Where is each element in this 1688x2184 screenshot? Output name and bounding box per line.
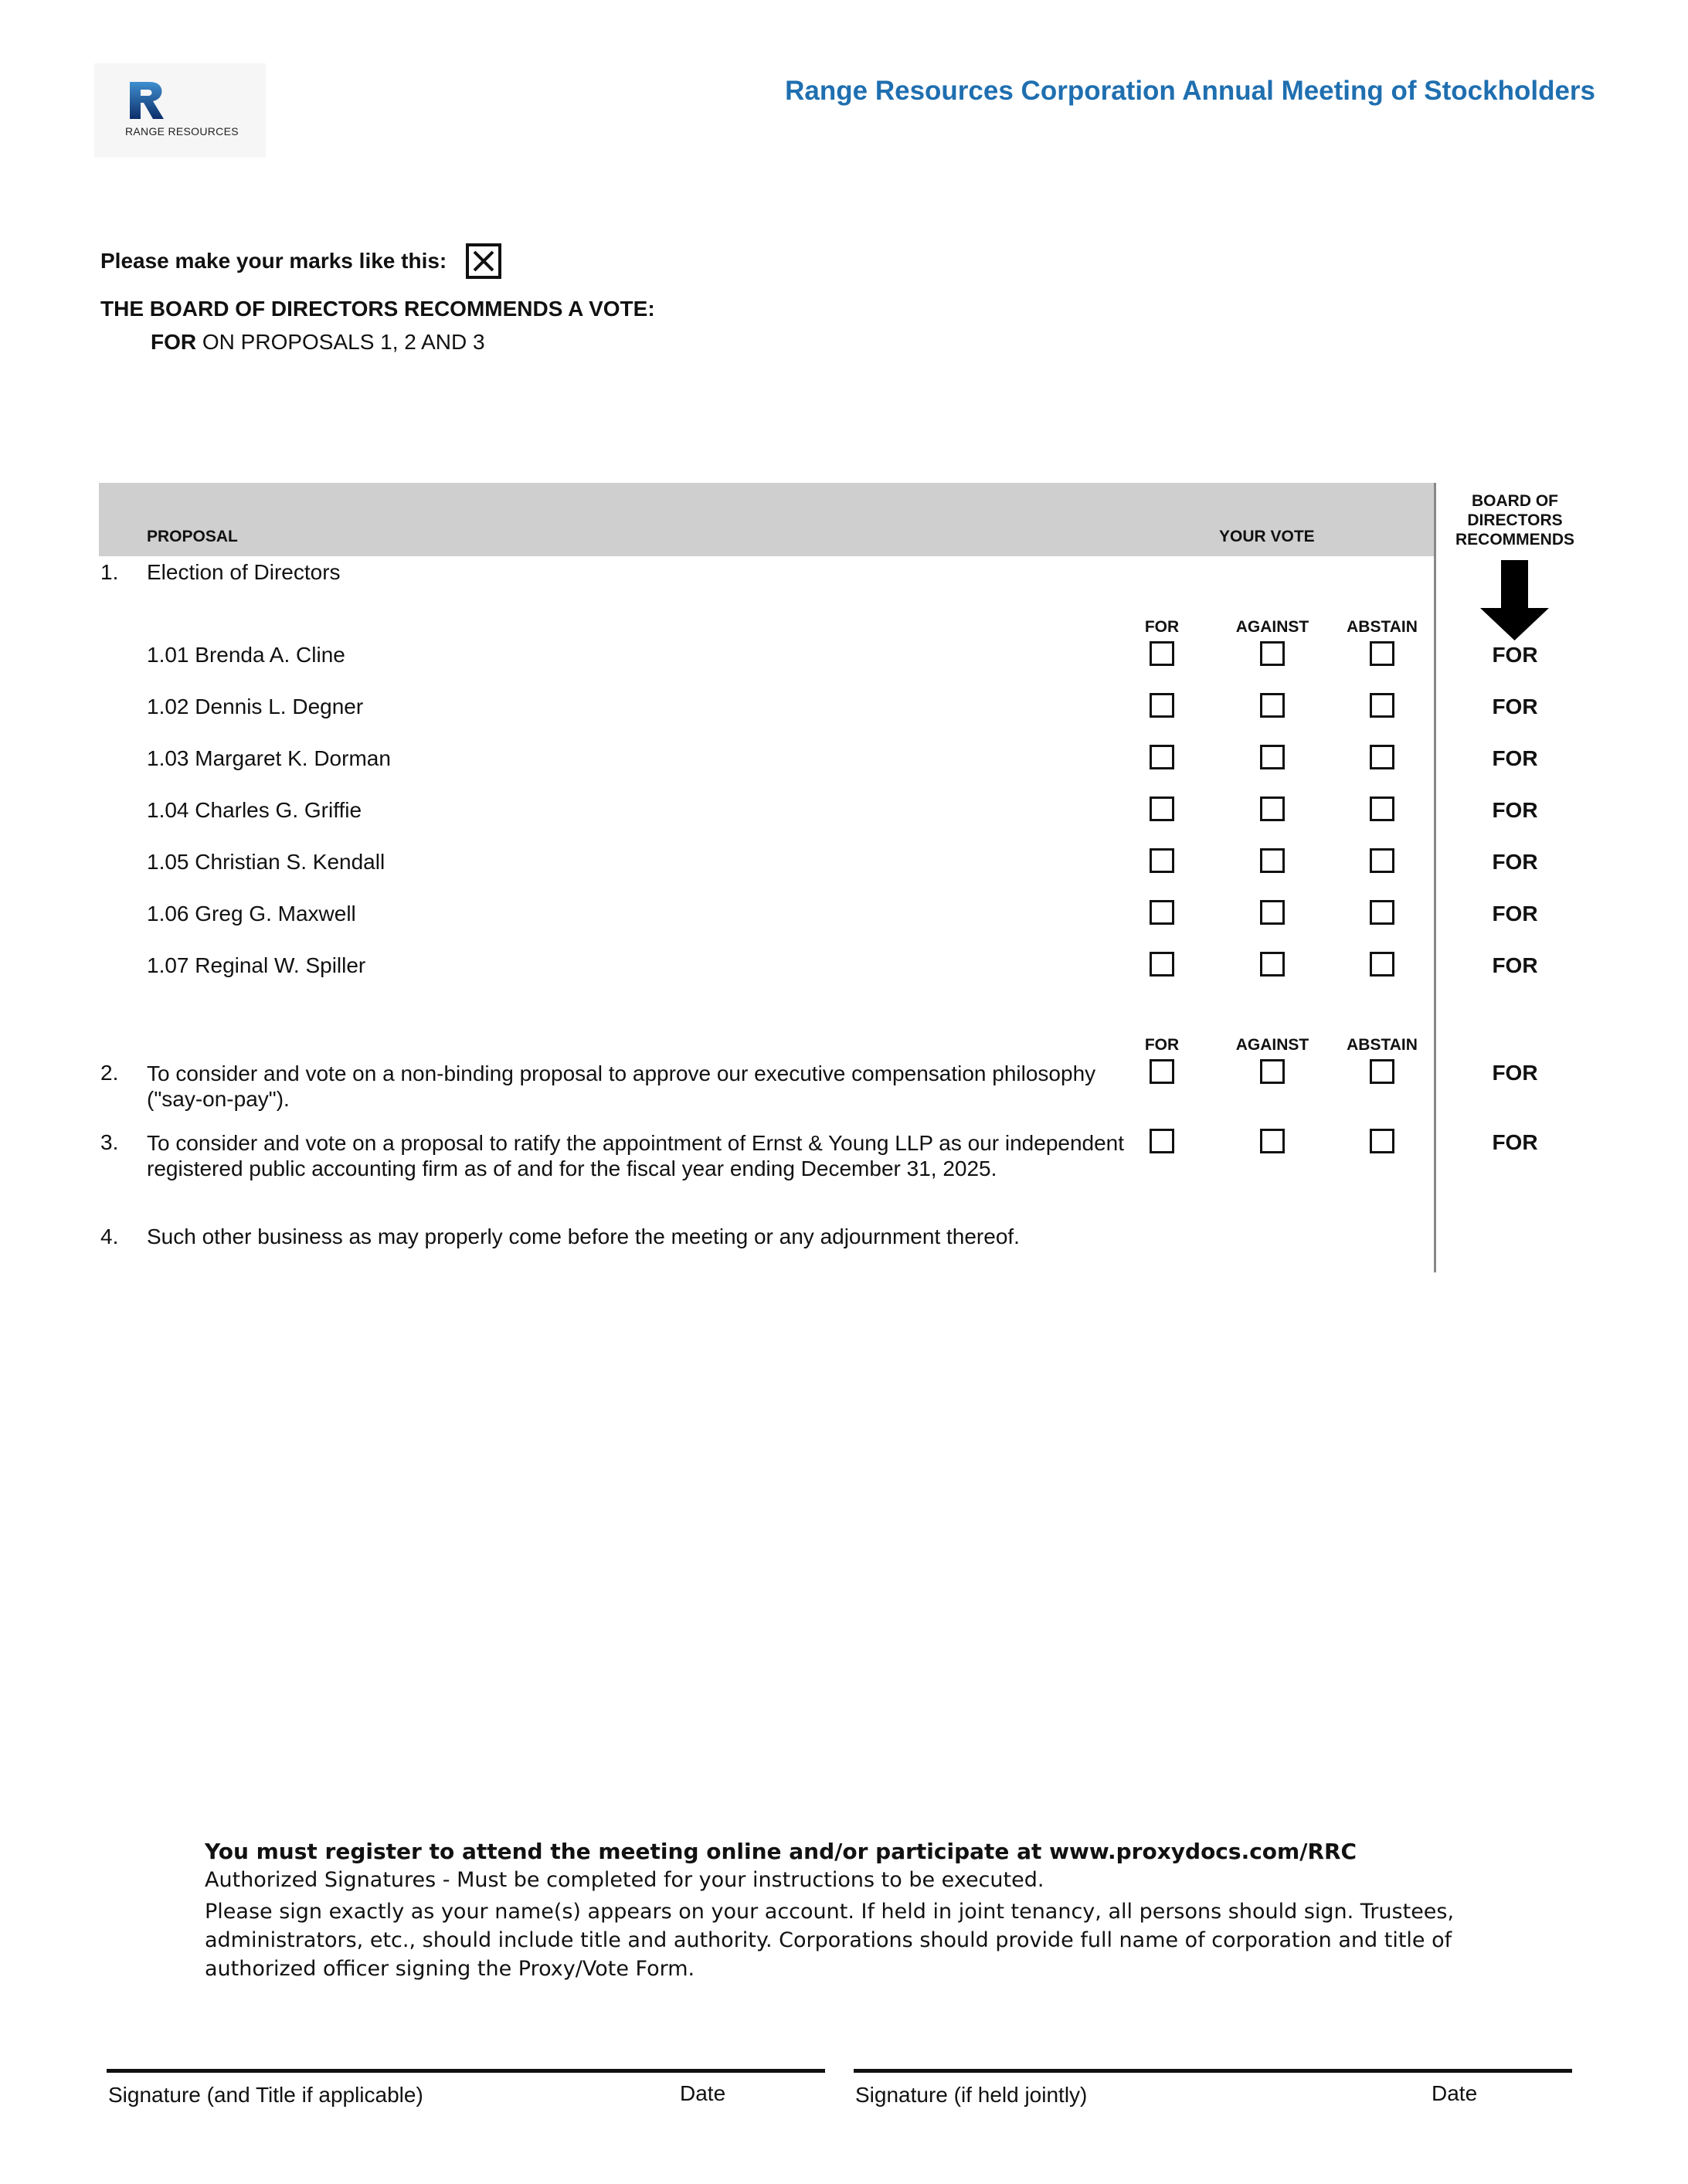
proposal-2-against-checkbox[interactable]: [1260, 1059, 1285, 1084]
col-abstain-header: ABSTAIN: [1347, 618, 1418, 636]
board-recommendation-detail: [151, 330, 485, 355]
date-1-label: Date: [680, 2081, 726, 2105]
proposal-3-abstain-checkbox[interactable]: [1370, 1129, 1394, 1153]
proposal-2-for-checkbox[interactable]: [1150, 1059, 1174, 1084]
director-4-recommendation: FOR: [1492, 798, 1538, 822]
col-for-header-2: FOR: [1144, 1036, 1180, 1054]
logo-text: RANGE RESOURCES: [125, 125, 239, 138]
proposal-header: PROPOSAL: [147, 528, 238, 545]
proposal-3-against-checkbox[interactable]: [1260, 1129, 1285, 1153]
proposal-1-text: Election of Directors: [147, 560, 341, 584]
director-5-recommendation: FOR: [1492, 850, 1538, 874]
director-5-name: 1.05 Christian S. Kendall: [147, 850, 385, 874]
director-3-abstain-checkbox[interactable]: [1370, 745, 1394, 769]
director-7-for-checkbox[interactable]: [1150, 952, 1174, 977]
proposal-2-number: 2.: [100, 1061, 119, 1085]
col-against-header: AGAINST: [1235, 618, 1309, 636]
board-column-divider: [1434, 483, 1436, 1272]
signature-1-label: Signature (and Title if applicable): [108, 2083, 423, 2107]
proposal-4-number: 4.: [100, 1224, 119, 1248]
sign-instructions: Please sign exactly as your name(s) appears on your account. If held in joint tenancy, all persons should sign. Trustees, administrators, etc., should include title and authority. Corporations should provide full name of corporation and title of authorized officer signing the Proxy/Vote Form.: [205, 1900, 1455, 1981]
signature-2-line[interactable]: [854, 2069, 1572, 2073]
recommend-proposals: ON PROPOSALS 1, 2 AND 3: [202, 330, 485, 354]
director-3-name: 1.03 Margaret K. Dorman: [147, 746, 391, 770]
col-for-header: FOR: [1144, 618, 1180, 636]
date-2-label: Date: [1432, 2081, 1478, 2105]
company-logo: [94, 63, 266, 158]
proposal-3-number: 3.: [100, 1130, 119, 1154]
director-7-abstain-checkbox[interactable]: [1370, 952, 1394, 977]
director-4-for-checkbox[interactable]: [1150, 796, 1174, 821]
director-6-against-checkbox[interactable]: [1260, 900, 1285, 925]
down-arrow-icon: [1478, 560, 1551, 641]
director-2-abstain-checkbox[interactable]: [1370, 693, 1394, 718]
proposal-2-recommendation: FOR: [1492, 1061, 1538, 1085]
director-1-recommendation: FOR: [1492, 643, 1538, 667]
proposal-2-abstain-checkbox[interactable]: [1370, 1059, 1394, 1084]
signature-1-line[interactable]: [107, 2069, 825, 2073]
document-title: Range Resources Corporation Annual Meeting of Stockholders: [785, 76, 1595, 106]
director-4-abstain-checkbox[interactable]: [1370, 796, 1394, 821]
your-vote-header: YOUR VOTE: [1219, 528, 1315, 545]
director-3-against-checkbox[interactable]: [1260, 745, 1285, 769]
proposal-3-text: To consider and vote on a proposal to ratify the appointment of Ernst & Young LLP as our independent registered public accounting firm as of and for the fiscal year ending December 31, 2025.: [147, 1131, 1125, 1180]
proposal-3-recommendation: FOR: [1492, 1130, 1538, 1154]
director-1-name: 1.01 Brenda A. Cline: [147, 643, 345, 667]
director-2-name: 1.02 Dennis L. Degner: [147, 695, 364, 718]
proposal-1-number: 1.: [100, 560, 119, 584]
director-6-recommendation: FOR: [1492, 902, 1538, 926]
range-resources-logo-icon: [127, 80, 167, 121]
example-mark-x-icon: [466, 243, 501, 279]
director-6-for-checkbox[interactable]: [1150, 900, 1174, 925]
footer-notes: [205, 1837, 1472, 1983]
col-abstain-header-2: ABSTAIN: [1347, 1036, 1418, 1054]
authorized-signatures-note: Authorized Signatures - Must be completed for your instructions to be executed.: [205, 1868, 1044, 1892]
director-7-recommendation: FOR: [1492, 953, 1538, 977]
director-5-for-checkbox[interactable]: [1150, 848, 1174, 873]
director-1-against-checkbox[interactable]: [1260, 641, 1285, 666]
director-3-for-checkbox[interactable]: [1150, 745, 1174, 769]
director-2-recommendation: FOR: [1492, 695, 1538, 718]
director-5-abstain-checkbox[interactable]: [1370, 848, 1394, 873]
recommend-for: FOR: [151, 330, 197, 354]
proposal-3-for-checkbox[interactable]: [1150, 1129, 1174, 1153]
director-1-abstain-checkbox[interactable]: [1370, 641, 1394, 666]
director-4-against-checkbox[interactable]: [1260, 796, 1285, 821]
director-2-for-checkbox[interactable]: [1150, 693, 1174, 718]
director-2-against-checkbox[interactable]: [1260, 693, 1285, 718]
board-recommends-header: BOARD OF DIRECTORS RECOMMENDS: [1455, 492, 1574, 549]
director-6-name: 1.06 Greg G. Maxwell: [147, 902, 356, 926]
col-against-header-2: AGAINST: [1235, 1036, 1309, 1054]
board-recommendation-heading: THE BOARD OF DIRECTORS RECOMMENDS A VOTE:: [100, 297, 655, 321]
director-5-against-checkbox[interactable]: [1260, 848, 1285, 873]
director-7-against-checkbox[interactable]: [1260, 952, 1285, 977]
signature-2-label: Signature (if held jointly): [855, 2083, 1088, 2107]
proposal-2-text: To consider and vote on a non-binding proposal to approve our executive compensation philosophy ("say-on-pay").: [147, 1061, 1096, 1111]
director-7-name: 1.07 Reginal W. Spiller: [147, 953, 366, 977]
proposal-4-text: Such other business as may properly come before the meeting or any adjournment thereof.: [147, 1224, 1020, 1248]
register-note: You must register to attend the meeting online and/or participate at www.proxydocs.com/RRC: [205, 1839, 1357, 1864]
director-3-recommendation: FOR: [1492, 746, 1538, 770]
director-4-name: 1.04 Charles G. Griffie: [147, 798, 362, 822]
director-1-for-checkbox[interactable]: [1150, 641, 1174, 666]
marks-instruction: Please make your marks like this:: [100, 249, 447, 273]
director-6-abstain-checkbox[interactable]: [1370, 900, 1394, 925]
